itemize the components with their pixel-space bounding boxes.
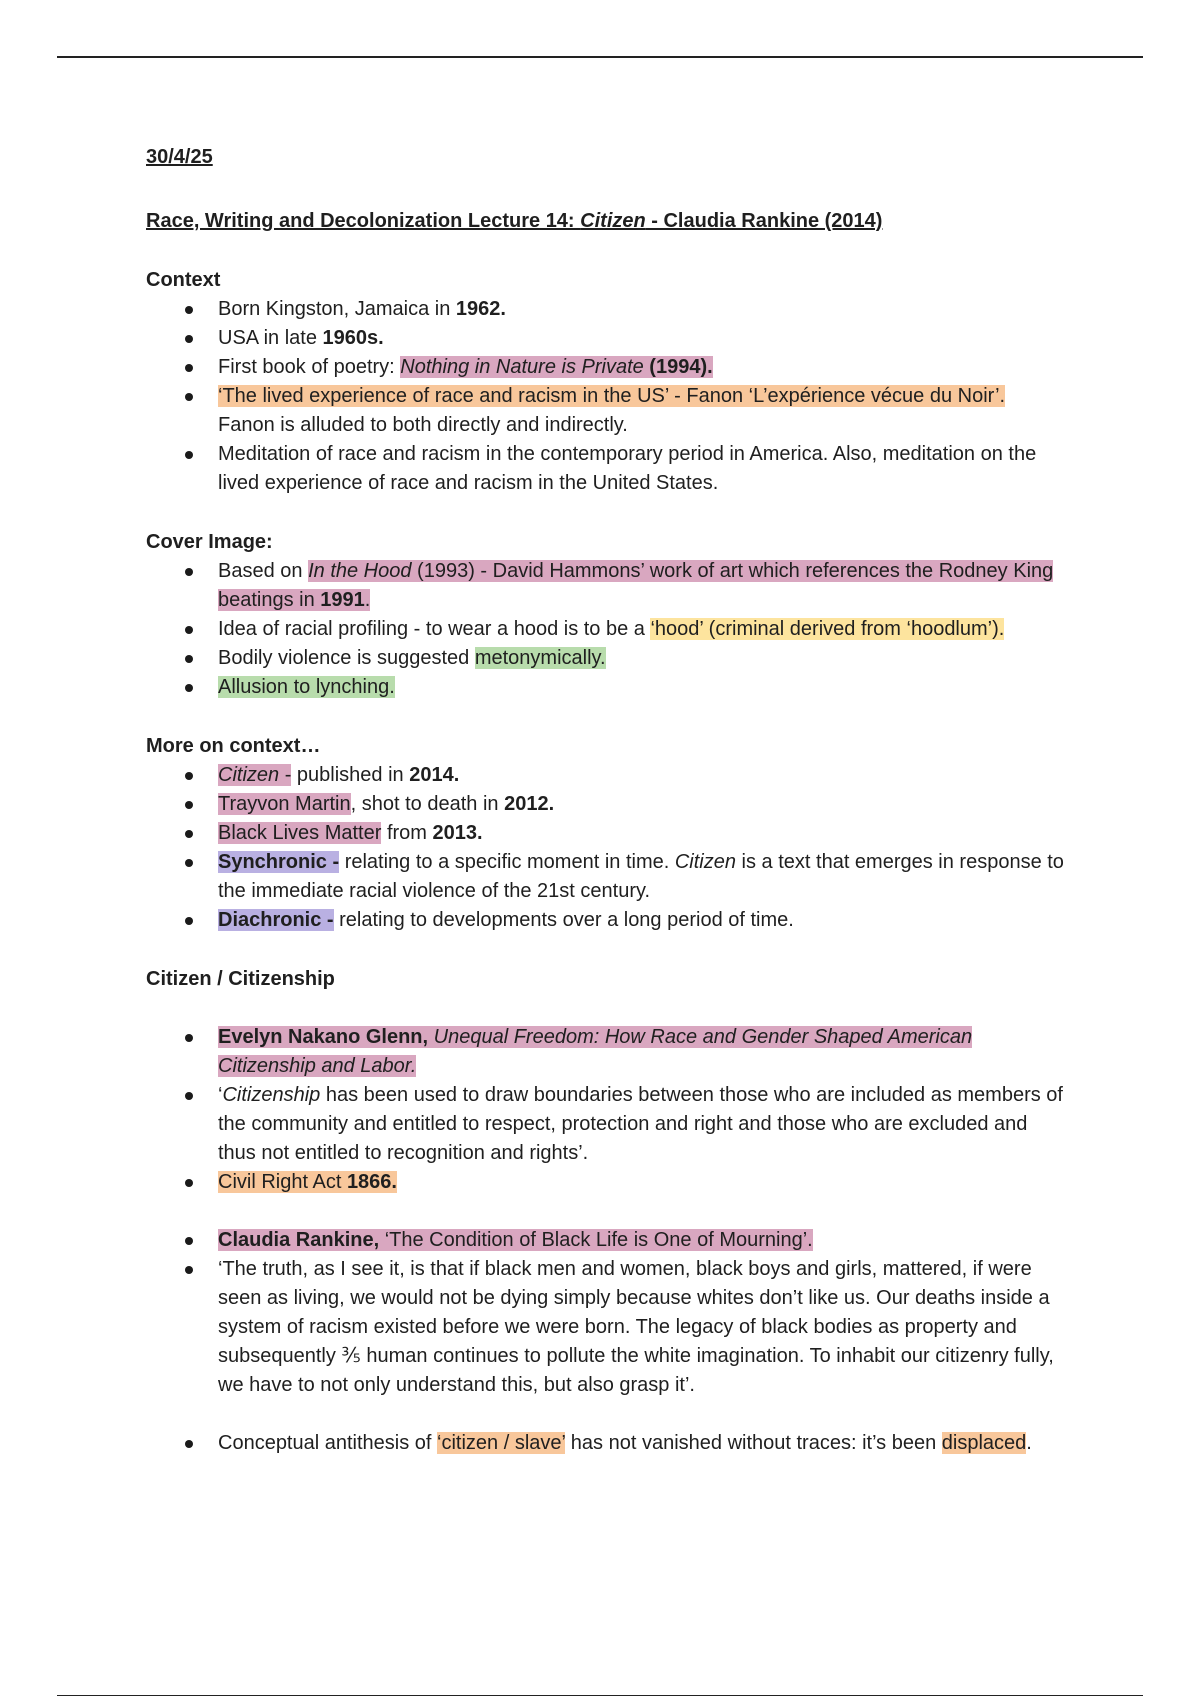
highlight-orange: ‘citizen / slave’ — [437, 1432, 566, 1454]
highlight-green: Allusion to lynching. — [218, 676, 395, 698]
highlight-lavender: Synchronic - — [218, 851, 340, 873]
header-rule — [57, 56, 1143, 58]
list-item: Trayvon Martin, shot to death in 2012. — [218, 790, 1066, 819]
cover-heading: Cover Image: — [146, 531, 273, 553]
highlight-orange: displaced — [941, 1432, 1027, 1454]
highlight-pink: Citizen - — [218, 764, 292, 786]
footer-rule — [57, 1695, 1143, 1696]
list-item: ‘Citizenship has been used to draw boundaries between those who are included as members of the community and entitled to respect, protection and right and those who are excluded and thus not entitled to recognition and rights’. — [218, 1081, 1066, 1168]
title-prefix: Race, Writing and Decolonization Lecture 14: — [146, 210, 581, 232]
highlight-lavender: Diachronic - — [218, 909, 334, 931]
page-title — [146, 204, 1066, 238]
list-item — [218, 1226, 1066, 1255]
highlight-pink: Claudia Rankine, ‘The Condition of Black Life is One of Mourning’. — [218, 1229, 813, 1251]
document-page — [146, 140, 1066, 1458]
list-item — [218, 1168, 1066, 1197]
context-heading: Context — [146, 269, 221, 291]
list-item: USA in late 1960s. — [218, 324, 1066, 353]
title-italic: Citizen — [580, 210, 646, 232]
list-item — [218, 1023, 1066, 1081]
more-context-list — [146, 761, 1066, 935]
context-list — [146, 295, 1066, 498]
list-item: Synchronic - relating to a specific moment in time. Citizen is a text that emerges in response to the immediate racial violence of the 21st century. — [218, 848, 1066, 906]
cover-list — [146, 557, 1066, 702]
highlight-pink: Evelyn Nakano Glenn, Unequal Freedom: How Race and Gender Shaped American Citizenship and Labor. — [218, 1026, 973, 1077]
rankine-list — [146, 1226, 1066, 1400]
highlight-pink: Trayvon Martin — [218, 793, 351, 815]
antithesis-list — [146, 1429, 1066, 1458]
list-item: Born Kingston, Jamaica in 1962. — [218, 295, 1066, 324]
highlight-green: metonymically. — [474, 647, 606, 669]
list-item: Meditation of race and racism in the contemporary period in America. Also, meditation on the lived experience of race and racism in the United States. — [218, 440, 1066, 498]
list-item: Diachronic - relating to developments over a long period of time. — [218, 906, 1066, 935]
highlight-yellow: ‘hood’ (criminal derived from ‘hoodlum’). — [650, 618, 1005, 640]
list-item: ‘The lived experience of race and racism in the US’ - Fanon ‘L’expérience vécue du Noir’. Fanon is alluded to both directly and indirectly. — [218, 382, 1066, 440]
list-item: Black Lives Matter from 2013. — [218, 819, 1066, 848]
list-item: Idea of racial profiling - to wear a hood is to be a ‘hood’ (criminal derived from ‘hoodlum’). — [218, 615, 1066, 644]
date-line: 30/4/25 — [146, 146, 213, 168]
list-item: First book of poetry: Nothing in Nature is Private (1994). — [218, 353, 1066, 382]
highlight-pink: In the Hood (1993) - David Hammons’ work of art which references the Rodney King beatings in 1991. — [218, 560, 1054, 611]
highlight-orange: Civil Right Act 1866. — [218, 1171, 397, 1193]
highlight-pink: Black Lives Matter — [218, 822, 382, 844]
list-item: Bodily violence is suggested metonymically. — [218, 644, 1066, 673]
list-item: ‘The truth, as I see it, is that if black men and women, black boys and girls, mattered, if were seen as living, we would not be dying simply because whites don’t like us. Our deaths inside a system of racism existed before we were born. The legacy of black bodies as property and subsequently ⅗ human continues to pollute the white imagination. To inhabit our citizenry fully, we have to not only understand this, but also grasp it’. — [218, 1255, 1066, 1400]
list-item: Citizen - published in 2014. — [218, 761, 1066, 790]
list-item — [218, 673, 1066, 702]
more-context-heading: More on context… — [146, 735, 321, 757]
list-item: Conceptual antithesis of ‘citizen / slave’ has not vanished without traces: it’s been displaced. — [218, 1429, 1066, 1458]
list-item: Based on In the Hood (1993) - David Hammons’ work of art which references the Rodney King beatings in 1991. — [218, 557, 1066, 615]
citizenship-list — [146, 1023, 1066, 1197]
title-suffix: - Claudia Rankine (2014) — [645, 210, 883, 232]
citizenship-heading: Citizen / Citizenship — [146, 968, 335, 990]
highlight-orange: ‘The lived experience of race and racism in the US’ - Fanon ‘L’expérience vécue du Noir’. — [218, 385, 1006, 407]
highlight-pink: Nothing in Nature is Private (1994). — [400, 356, 713, 378]
